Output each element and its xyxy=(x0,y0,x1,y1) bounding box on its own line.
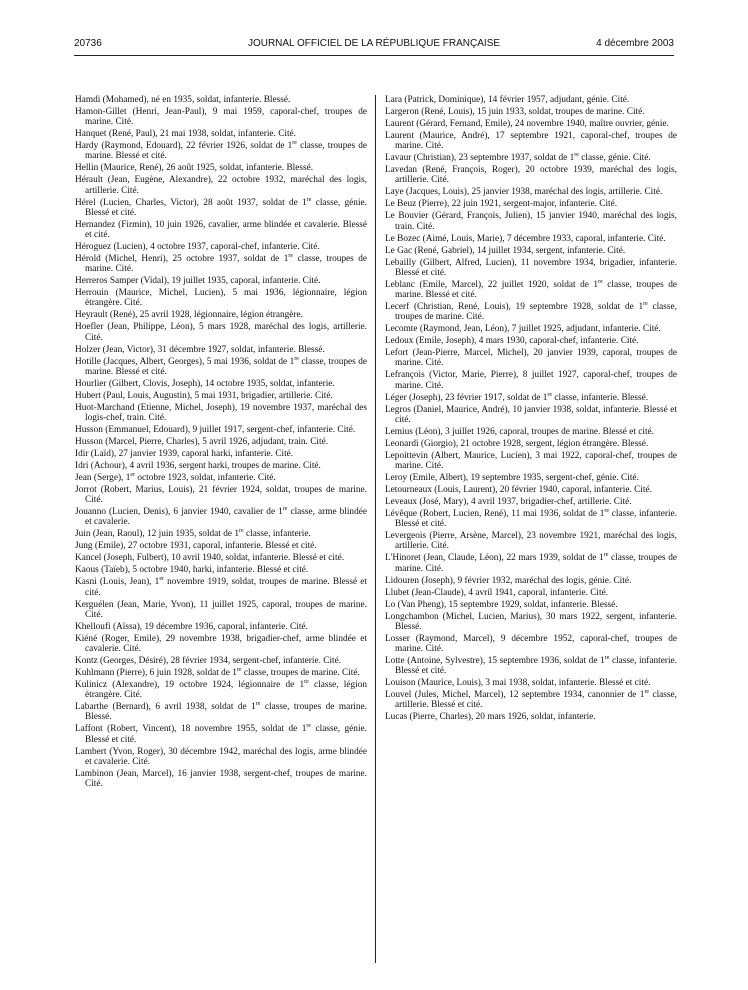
honoree-entry: Lavaur (Christian), 23 septembre 1937, soldat de 1re classe, génie. Cité. xyxy=(385,152,651,164)
honoree-entry: Kaous (Taïeb), 5 octobre 1940, harki, infanterie. Blessé et cité. xyxy=(75,565,309,576)
header-rule xyxy=(74,55,674,56)
honoree-entry: Jung (Emile), 27 octobre 1931, caporal, infanterie. Blessé et cité. xyxy=(75,541,317,552)
honoree-entry: Laye (Jacques, Louis), 25 janvier 1938, maréchal des logis, artillerie. Cité. xyxy=(385,187,663,198)
honoree-entry: Lecomte (Raymond, Jean, Léon), 7 juillet 1925, adjudant, infanterie. Cité. xyxy=(385,324,661,335)
honoree-entry: Hamon-Gillet (Henri, Jean-Paul), 9 mai 1959, caporal-chef, troupes de marine. Cité. xyxy=(75,107,367,128)
honoree-entry: Losser (Raymond, Marcel), 9 décembre 1952, caporal-chef, troupes de marine. Cité. xyxy=(385,633,677,655)
page-header xyxy=(74,38,674,52)
honoree-entry: Louison (Maurice, Louis), 3 mai 1938, soldat, infanterie. Blessé et cité. xyxy=(385,678,651,689)
honoree-entry: Letourneaux (Louis, Laurent), 20 février 1940, caporal, infanterie. Cité. xyxy=(385,485,652,496)
honoree-entry: Lemius (Léon), 3 juillet 1926, caporal, troupes de marine. Blessé et cité. xyxy=(385,426,655,437)
honoree-entry: Hanquet (René, Paul), 21 mai 1938, soldat, infanterie. Cité. xyxy=(75,129,297,140)
honoree-entry: Kancel (Joseph, Fulbert), 10 avril 1940, soldat, infanterie. Blessé et cité. xyxy=(75,553,345,564)
honoree-entry: L'Hinoret (Jean, Claude, Léon), 22 mars 1939, soldat de 1re classe, troupes de marine. Cité. xyxy=(385,552,678,574)
honoree-entry: Leroy (Emile, Albert), 19 septembre 1935, sergent-chef, génie. Cité. xyxy=(385,473,639,484)
honoree-entry: Husson (Marcel, Pierre, Charles), 5 avril 1926, adjudant, train. Cité. xyxy=(75,437,329,448)
honoree-entry: Lebailly (Gilbert, Alfred, Lucien), 11 novembre 1934, brigadier, infanterie. Blessé et cité. xyxy=(385,257,677,278)
honoree-entry: Kuhlmann (Pierre), 6 juin 1928, soldat de 1re classe, troupes de marine. Cité. xyxy=(75,666,360,679)
right-column xyxy=(385,95,677,724)
honoree-entry: Leveaux (José, Mary), 4 avril 1937, brigadier-chef, artillerie. Cité. xyxy=(385,497,632,508)
honoree-entry: Idir (Laïd), 27 janvier 1939, caporal harki, infanterie. Cité. xyxy=(75,449,294,460)
honoree-entry: Jean (Serge), 1er octobre 1923, soldat, infanterie. Cité. xyxy=(75,471,276,484)
honoree-entry: Hardy (Raymond, Edouard), 22 février 1926, soldat de 1re classe, troupes de marine. Blessé et cité. xyxy=(75,140,367,162)
honoree-entry: Hoefler (Jean, Philippe, Léon), 5 mars 1928, maréchal des logis, artillerie. Cité. xyxy=(75,322,367,343)
honoree-entry: Lefort (Jean-Pierre, Marcel, Michel), 20 janvier 1939, caporal, troupes de marine. Cité. xyxy=(385,348,677,369)
honoree-entry: Juin (Jean, Raoul), 12 juin 1935, soldat de 1re classe, infanterie. xyxy=(75,528,311,540)
honoree-entry: Herrouin (Maurice, Michel, Lucien), 5 mai 1936, légionnaire, légion étrangère. Cité. xyxy=(75,288,367,309)
honoree-entry: Longchambon (Michel, Lucien, Marius), 30 mars 1922, sergent, infanterie. Blessé. xyxy=(385,611,677,632)
honoree-entry: Le Bouvier (Gérard, François, Julien), 15 janvier 1940, maréchal des logis, train. Cité. xyxy=(385,211,677,232)
honoree-entry: Hotille (Jacques, Albert, Georges), 5 mai 1936, soldat de 1re classe, troupes de marine. Blessé et cité. xyxy=(75,355,367,377)
honoree-entry: Hernandez (Firmin), 10 juin 1926, cavalier, arme blindée et cavalerie. Blessé et cité. xyxy=(75,219,367,241)
issue-date: 4 décembre 2003 xyxy=(596,38,674,49)
honoree-entry: Huot-Marchand (Etienne, Michel, Joseph), 19 novembre 1937, maréchal des logis-chef, train. Cité. xyxy=(75,402,367,424)
honoree-entry: Holzer (Jean, Victor), 31 décembre 1927, soldat, infanterie. Blessé. xyxy=(75,344,325,355)
honoree-entry: Lambinon (Jean, Marcel), 16 janvier 1938, sergent-chef, troupes de marine. Cité. xyxy=(75,768,367,790)
honoree-entry: Laurent (Maurice, André), 17 septembre 1921, caporal-chef, troupes de marine. Cité. xyxy=(385,131,677,152)
honoree-entry: Hérold (Michel, Henri), 25 octobre 1937, soldat de 1re classe, troupes de marine. Cité. xyxy=(75,252,367,275)
honoree-entry: Hamdi (Mohamed), né en 1935, soldat, infanterie. Blessé. xyxy=(75,95,291,105)
honoree-entry: Husson (Emmanuel, Edouard), 9 juillet 1917, sergent-chef, infanterie. Cité. xyxy=(75,425,356,436)
honoree-entry: Hourlier (Gilbert, Clovis, Joseph), 14 octobre 1935, soldat, infanterie. xyxy=(75,378,335,389)
left-column xyxy=(75,95,367,791)
honoree-entry: Lo (Van Pheng), 15 septembre 1929, soldat, infanterie. Blessé. xyxy=(385,599,618,610)
honoree-entry: Levergeois (Pierre, Arsène, Marcel), 23 novembre 1921, maréchal des logis, artillerie. Cité. xyxy=(385,531,677,552)
honoree-entry: Kasni (Louis, Jean), 1er novembre 1919, soldat, troupes de marine. Blessé et cité. xyxy=(75,576,367,598)
honoree-entry: Jorrot (Robert, Marius, Louis), 21 février 1924, soldat, troupes de marine. Cité. xyxy=(75,485,367,506)
honoree-entry: Kontz (Georges, Désiré), 28 février 1934, sergent-chef, infanterie. Cité. xyxy=(75,656,342,667)
honoree-entry: Hellin (Maurice, René), 26 août 1925, soldat, infanterie. Blessé. xyxy=(75,163,314,174)
honoree-entry: Lefrançois (Victor, Marie, Pierre), 8 juillet 1927, caporal-chef, troupes de marine. Cité. xyxy=(385,370,677,391)
honoree-entry: Llubet (Jean-Claude), 4 avril 1941, caporal, infanterie. Cité. xyxy=(385,587,609,598)
honoree-entry: Ledoux (Emile, Joseph), 4 mars 1930, caporal-chef, infanterie. Cité. xyxy=(385,336,639,347)
honoree-entry: Louvel (Jules, Michel, Marcel), 12 septembre 1934, canonnier de 1re classe, artillerie. Blessé et cité. xyxy=(385,689,677,711)
column-divider xyxy=(375,95,376,963)
honoree-entry: Laurent (Gérard, Fernand, Emile), 24 novembre 1940, maître ouvrier, génie. xyxy=(385,119,669,129)
honoree-entry: Le Beuz (Pierre), 22 juin 1921, sergent-major, infanterie. Cité. xyxy=(385,199,618,210)
journal-title: JOURNAL OFFICIEL DE LA RÉPUBLIQUE FRANÇAISE xyxy=(247,38,501,49)
honoree-entry: Largeron (René, Louis), 15 juin 1933, soldat, troupes de marine. Cité. xyxy=(385,107,645,117)
honoree-entry: Hubert (Paul, Louis, Augustin), 5 mai 1931, brigadier, artillerie. Cité. xyxy=(75,390,333,401)
honoree-entry: Kulinicz (Alexandre), 19 octobre 1924, légionnaire de 1re classe, légion étrangère. Cité. xyxy=(75,678,367,701)
honoree-entry: Lavedan (René, François, Roger), 20 octobre 1939, maréchal des logis, artillerie. Cité. xyxy=(385,165,677,186)
honoree-entry: Legros (Daniel, Maurice, André), 10 janvier 1938, soldat, infanterie. Blessé et cité. xyxy=(385,404,677,425)
honoree-entry: Labarthe (Bernard), 6 avril 1938, soldat de 1re classe, troupes de marine. Blessé. xyxy=(75,701,367,723)
honoree-entry: Khelloufi (Aïssa), 19 décembre 1936, caporal, infanterie. Cité. xyxy=(75,621,308,632)
honoree-entry: Kerguélen (Jean, Marie, Yvon), 11 juillet 1925, caporal, troupes de marine. Cité. xyxy=(75,599,367,620)
page-number: 20736 xyxy=(74,38,102,49)
honoree-entry: Idri (Achour), 4 avril 1936, sergent harki, troupes de marine. Cité. xyxy=(75,461,321,472)
honoree-entry: Leblanc (Emile, Marcel), 22 juillet 1920, soldat de 1re classe, troupes de marine. Blessé et cité. xyxy=(385,278,677,301)
honoree-entry: Jouanno (Lucien, Denis), 6 janvier 1940, cavalier de 1re classe, arme blindée et cavalerie. xyxy=(75,506,367,528)
honoree-entry: Lidouren (Joseph), 9 février 1932, maréchal des logis, génie. Cité. xyxy=(385,575,632,586)
honoree-entry: Hérel (Lucien, Charles, Victor), 28 août 1937, soldat de 1re classe, génie. Blessé et cité. xyxy=(75,196,367,218)
honoree-entry: Kiéné (Roger, Emile), 29 novembre 1938, brigadier-chef, arme blindée et cavalerie. Cité. xyxy=(75,633,367,655)
honoree-entry: Hérault (Jean, Eugène, Alexandre), 22 octobre 1932, maréchal des logis, artillerie. Cité. xyxy=(75,175,367,196)
honoree-entry: Le Gac (René, Gabriel), 14 juillet 1934, sergent, infanterie. Cité. xyxy=(385,245,626,256)
honoree-entry: Heyrault (René), 25 avril 1928, légionnaire, légion étrangère. xyxy=(75,310,303,321)
honoree-entry: Léger (Joseph), 23 février 1917, soldat de 1re classe, infanterie. Blessé. xyxy=(385,391,649,403)
honoree-entry: Lotte (Antoine, Sylvestre), 15 septembre 1936, soldat de 1re classe, infanterie. Blessé et cité. xyxy=(385,654,677,677)
honoree-entry: Lucas (Pierre, Charles), 20 mars 1926, soldat, infanterie. xyxy=(385,712,596,723)
honoree-entry: Lévêque (Robert, Lucien, René), 11 mai 1936, soldat de 1re classe, infanterie. Blessé et cité. xyxy=(385,507,677,530)
honoree-entry: Lepoittevin (Albert, Maurice, Lucien), 3 mai 1922, caporal-chef, troupes de marine. Cité. xyxy=(385,450,677,472)
honoree-entry: Le Bozec (Aimé, Louis, Marie), 7 décembre 1933, caporal, infanterie. Cité. xyxy=(385,233,666,244)
honoree-entry: Héroguez (Lucien), 4 octobre 1937, caporal-chef, infanterie. Cité. xyxy=(75,242,320,253)
honoree-entry: Laffont (Robert, Vincent), 18 novembre 1955, soldat de 1re classe, génie. Blessé et cité. xyxy=(75,723,367,745)
honoree-entry: Herreros Samper (Vidal), 19 juillet 1935, caporal, infanterie. Cité. xyxy=(75,276,321,287)
honoree-entry: Lecerf (Christian, René, Louis), 19 septembre 1928, soldat de 1re classe, troupes de marine. Cité. xyxy=(385,300,677,323)
honoree-entry: Leonardi (Giorgio), 21 octobre 1928, sergent, légion étrangère. Blessé. xyxy=(385,438,649,449)
honoree-entry: Lambert (Yvon, Roger), 30 décembre 1942, maréchal des logis, arme blindée et cavalerie. Cité. xyxy=(75,746,367,767)
honoree-entry: Lara (Patrick, Dominique), 14 février 1957, adjudant, génie. Cité. xyxy=(385,95,630,105)
